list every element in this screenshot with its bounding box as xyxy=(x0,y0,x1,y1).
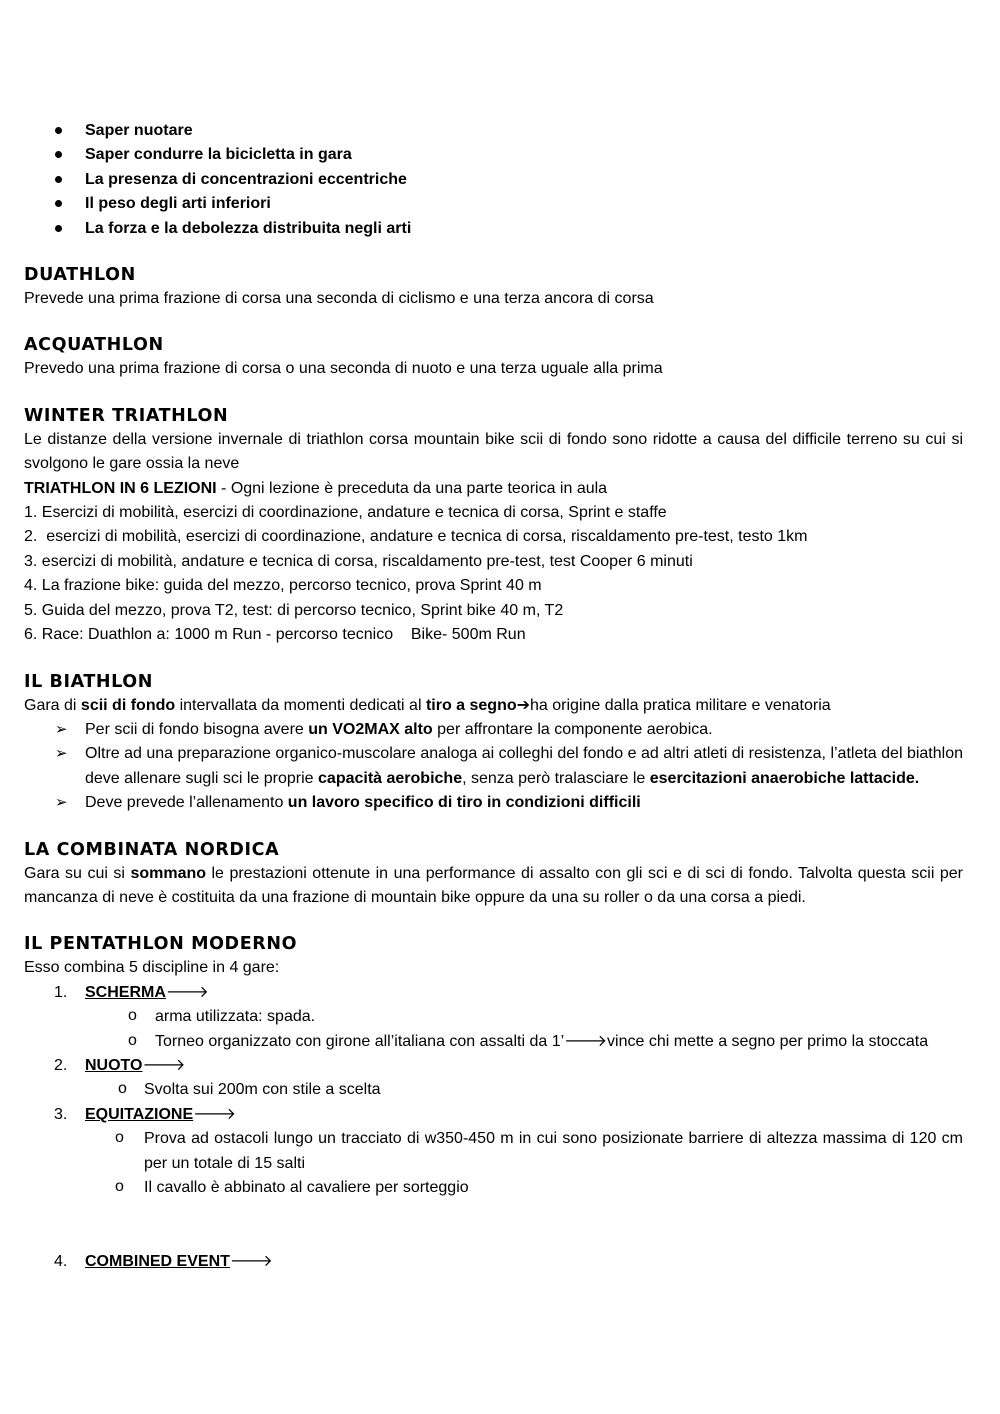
circle-bullet-icon: o xyxy=(118,1080,127,1098)
winter-triathlon-heading: WINTER TRIATHLON xyxy=(24,405,229,426)
pentathlon-heading: IL PENTATHLON MODERNO xyxy=(24,934,298,955)
lessons-title: TRIATHLON IN 6 LEZIONI xyxy=(24,479,217,497)
list-item: Saper nuotare xyxy=(24,119,963,143)
lesson-line: 2. esercizi di mobilità, esercizi di coordinazione, andature e tecnica di corsa, riscaldamento pre-test, testo 1km xyxy=(24,528,808,546)
list-item: Il peso degli arti inferiori xyxy=(24,192,963,216)
winter-triathlon-text: Le distanze della versione invernale di triathlon corsa mountain bike scii di fondo sono ridotte a causa del difficile terreno su cui si svolgono le gare ossia la neve xyxy=(24,430,963,473)
arrow-icon: 🡒 xyxy=(165,983,209,1001)
lessons-intro xyxy=(24,477,963,501)
biathlon-bullet-list xyxy=(24,718,963,816)
lesson-line: 3. esercizi di mobilità, andature e tecnica di corsa, riscaldamento pre-test, test Cooper 6 minuti xyxy=(24,552,693,570)
acquathlon-heading: ACQUATHLON xyxy=(24,335,164,356)
scherma-sub-list xyxy=(24,1005,963,1054)
circle-bullet-icon: o xyxy=(115,1178,124,1195)
list-item: o Svolta sui 200m con stile a scelta xyxy=(24,1078,963,1102)
list-item: o arma utilizzata: spada. xyxy=(24,1005,963,1029)
lesson-line: 4. La frazione bike: guida del mezzo, percorso tecnico, prova Sprint 40 m xyxy=(24,577,542,595)
pentathlon-list xyxy=(24,1054,963,1078)
list-item: ➢ Deve prevede l’allenamento un lavoro specifico di tiro in condizioni difficili xyxy=(24,791,963,815)
combinata-heading: LA COMBINATA NORDICA xyxy=(24,839,280,860)
circle-bullet-icon: o xyxy=(128,1007,137,1025)
pentathlon-intro: Esso combina 5 discipline in 4 gare: xyxy=(24,959,280,977)
lesson-line: 5. Guida del mezzo, prova T2, test: di percorso tecnico, Sprint bike 40 m, T2 xyxy=(24,601,564,619)
circle-bullet-icon: o xyxy=(115,1129,124,1147)
duathlon-text: Prevede una prima frazione di corsa una seconda di ciclismo e una terza ancora di corsa xyxy=(24,290,654,308)
lesson-line: 1. Esercizi di mobilità, esercizi di coordinazione, andature e tecnica di corsa, Sprint e staffe xyxy=(24,504,667,522)
arrow-icon: 🡒 xyxy=(193,1105,237,1123)
scherma-label: SCHERMA xyxy=(85,983,166,1001)
list-item: o Il cavallo è abbinato al cavaliere per sorteggio xyxy=(24,1176,963,1200)
list-item: 1. SCHERMA🡒 xyxy=(54,983,209,1001)
combinata-text: Gara su cui si sommano le prestazioni ottenute in una performance di assalto con gli sci e di sci di fondo. Talvolta questa scii per mancanza di neve è costituita da una frazione di mountain bike oppure da una su roller o da una corsa a piedi. xyxy=(24,864,963,906)
intro-bullet-list xyxy=(24,119,963,241)
list-item: o Torneo organizzato con girone all’italiana con assalti da 1’🡒vince chi mette a segno per primo la stoccata xyxy=(24,1030,963,1054)
list-item: 2. NUOTO🡒 xyxy=(54,1056,186,1074)
lessons-intro-text: - Ogni lezione è preceduta da una parte teorica in aula xyxy=(216,479,608,497)
duathlon-heading: DUATHLON xyxy=(24,265,136,286)
combined-event-label: COMBINED EVENT xyxy=(85,1253,230,1271)
list-item: Saper condurre la bicicletta in gara xyxy=(24,143,963,167)
arrow-icon: 🡒 xyxy=(229,1253,273,1271)
nuoto-label: NUOTO xyxy=(85,1056,143,1074)
pentathlon-list xyxy=(24,1103,963,1127)
acquathlon-text: Prevedo una prima frazione di corsa o una seconda di nuoto e una terza uguale alla prima xyxy=(24,360,663,378)
list-item: ➢ Per scii di fondo bisogna avere un VO2MAX alto per affrontare la componente aerobica. xyxy=(24,718,963,742)
circle-bullet-icon: o xyxy=(128,1031,137,1049)
list-item: ➢ Oltre ad una preparazione organico-muscolare analoga ai colleghi del fondo e ad altri atleti di resistenza, l’atleta del biathlon deve allenare sugli sci le proprie capacità aerobiche, senza però tralasciare le esercitazioni anaerobiche lattacide. xyxy=(24,742,963,791)
arrow-icon: 🡒 xyxy=(564,1032,608,1050)
pentathlon-list xyxy=(24,1250,963,1274)
arrow-bullet-icon: ➢ xyxy=(55,720,68,738)
biathlon-heading: IL BIATHLON xyxy=(24,671,154,692)
arrow-bullet-icon: ➢ xyxy=(55,745,68,763)
list-item: La forza e la debolezza distribuita negli arti xyxy=(24,217,963,241)
arrow-icon: ➔ xyxy=(516,696,531,714)
biathlon-text: Gara di scii di fondo intervallata da momenti dedicati al tiro a segno➔ha origine dalla pratica militare e venatoria xyxy=(24,696,831,714)
equitazione-label: EQUITAZIONE xyxy=(85,1105,194,1123)
list-item: 3. EQUITAZIONE🡒 xyxy=(54,1105,237,1123)
lesson-line: 6. Race: Duathlon a: 1000 m Run - percorso tecnico Bike- 500m Run xyxy=(24,626,526,644)
nuoto-sub-list xyxy=(24,1078,963,1102)
arrow-bullet-icon: ➢ xyxy=(55,794,68,812)
pentathlon-list xyxy=(24,981,963,1005)
list-item: o Prova ad ostacoli lungo un tracciato di w350-450 m in cui sono posizionate barriere di altezza massima di 120 cm per un totale di 15 salti xyxy=(24,1127,963,1176)
equitazione-sub-list xyxy=(24,1127,963,1200)
arrow-icon: 🡒 xyxy=(142,1056,186,1074)
list-item: La presenza di concentrazioni eccentriche xyxy=(24,168,963,192)
list-item: 4. COMBINED EVENT🡒 xyxy=(54,1253,273,1271)
